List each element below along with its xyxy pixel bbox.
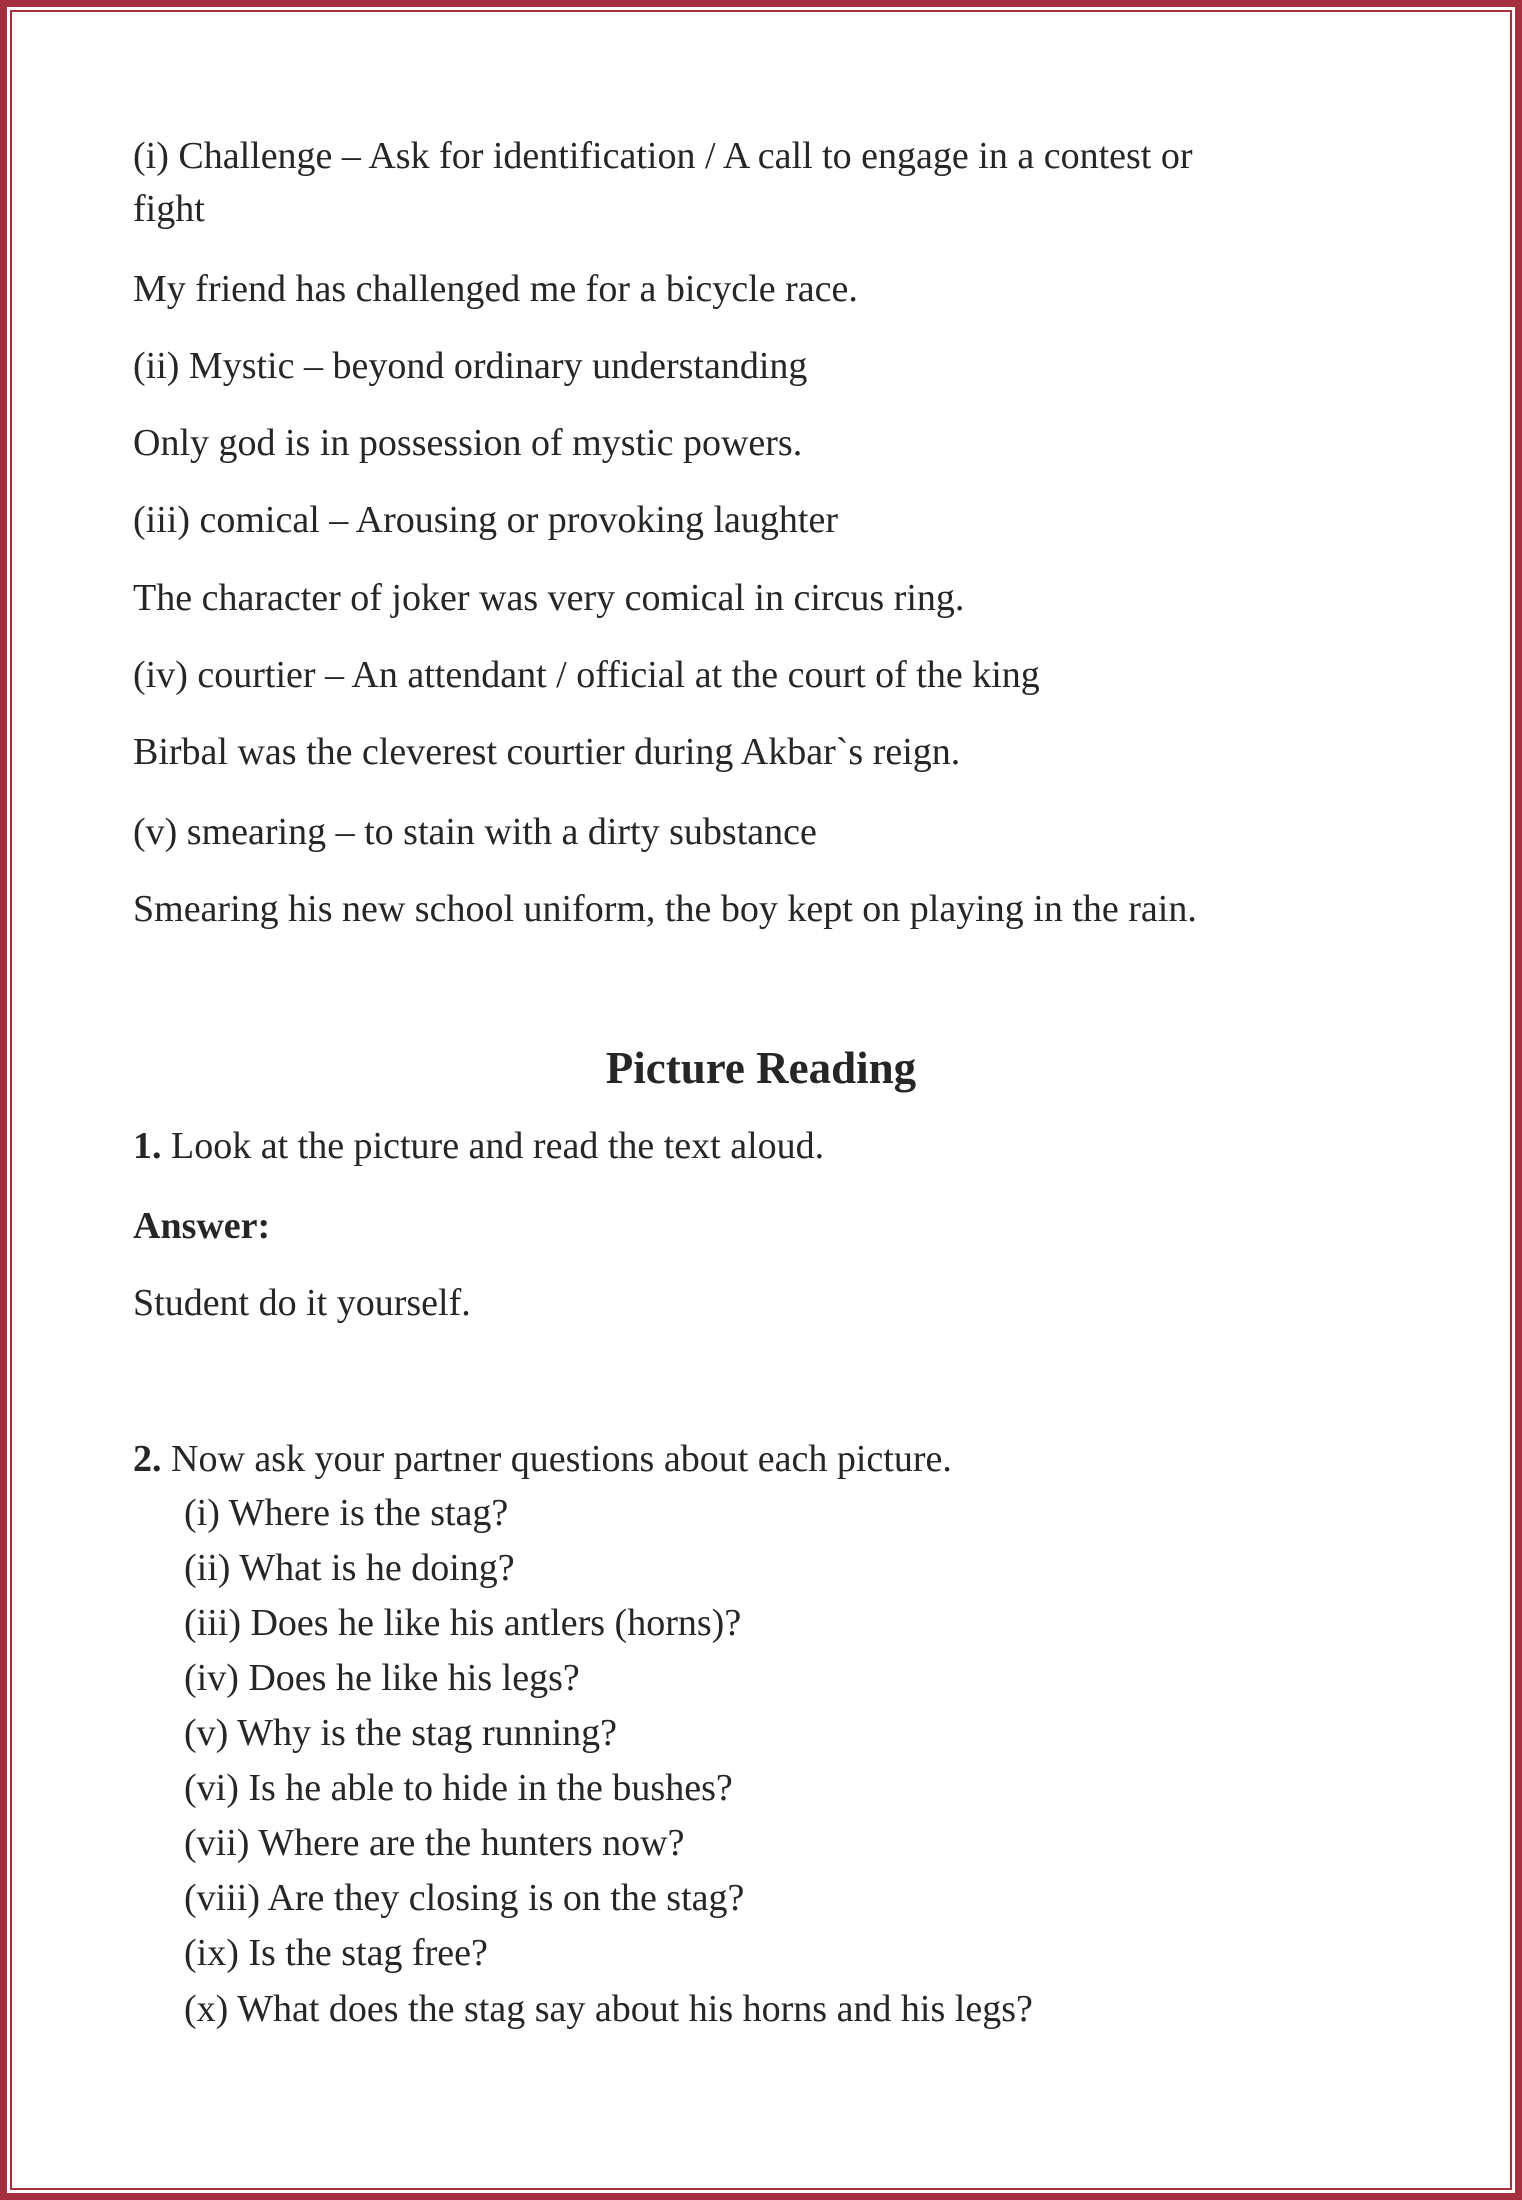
question-item: (vi) Is he able to hide in the bushes?: [184, 1767, 733, 1809]
task-text: Look at the picture and read the text aloud.: [171, 1125, 825, 1167]
vocab-example: Birbal was the cleverest courtier during Akbar`s reign.: [133, 731, 961, 773]
question-item: (v) Why is the stag running?: [184, 1712, 618, 1754]
question-item: (viii) Are they closing is on the stag?: [184, 1877, 745, 1919]
vocab-definition: (iii) comical – Arousing or provoking laughter: [133, 499, 838, 541]
task-number: 1.: [133, 1125, 162, 1167]
task-2: [133, 1434, 952, 1484]
vocab-definition: (iv) courtier – An attendant / official at the court of the king: [133, 654, 1040, 696]
vocab-example: Smearing his new school uniform, the boy kept on playing in the rain.: [133, 888, 1197, 930]
vocab-definition: (ii) Mystic – beyond ordinary understanding: [133, 345, 808, 387]
answer-label: Answer:: [133, 1205, 271, 1247]
question-item: (iv) Does he like his legs?: [184, 1657, 580, 1699]
task-number: 2.: [133, 1438, 162, 1480]
vocab-definition: (v) smearing – to stain with a dirty substance: [133, 811, 817, 853]
question-item: (iii) Does he like his antlers (horns)?: [184, 1602, 742, 1644]
question-item: (x) What does the stag say about his horns and his legs?: [184, 1988, 1033, 2030]
question-item: (vii) Where are the hunters now?: [184, 1822, 685, 1864]
vocab-example: My friend has challenged me for a bicycle race.: [133, 268, 858, 310]
task-1: [133, 1121, 824, 1171]
section-title: Picture Reading: [605, 1043, 917, 1093]
question-item: (ix) Is the stag free?: [184, 1932, 488, 1974]
answer-text: Student do it yourself.: [133, 1282, 471, 1324]
vocab-example: The character of joker was very comical in circus ring.: [133, 577, 965, 619]
question-item: (i) Where is the stag?: [184, 1492, 509, 1534]
vocab-definition: (i) Challenge – Ask for identification / A call to engage in a contest or: [133, 135, 1193, 177]
task-text: Now ask your partner questions about each picture.: [171, 1438, 952, 1480]
question-item: (ii) What is he doing?: [184, 1547, 515, 1589]
vocab-definition-cont: fight: [133, 188, 205, 230]
vocab-example: Only god is in possession of mystic powers.: [133, 422, 803, 464]
